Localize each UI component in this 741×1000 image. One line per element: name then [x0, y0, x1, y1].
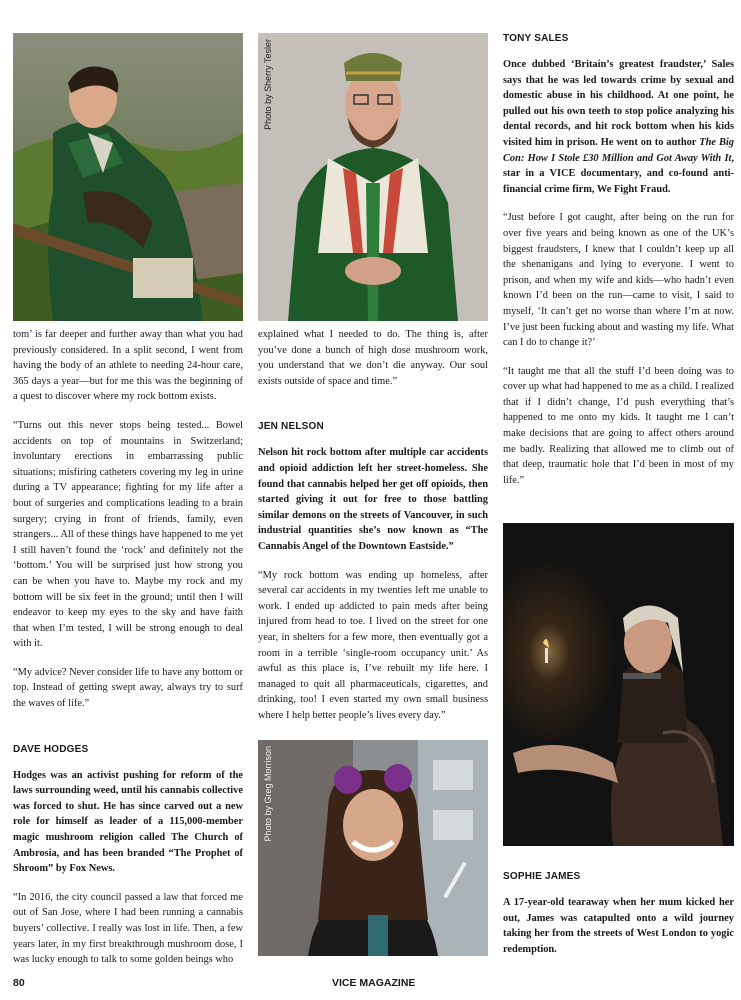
paragraph: “Just before I got caught, after being on the run for over five years and being known as one of the UK’s biggest fraudsters, I knew that I couldn’t keep up all the shenanigans and lying to everyone. I went to prison, and when my wife and kids—who hadn’t even known I’d been on the run—came to visit, I said to myself, ‘It can’t get no worse than where I’m at now. I’ve just been fucking about and wasting my life. What can I do to change it?’ — [503, 212, 734, 349]
paragraph: “My rock bottom was ending up homeless, after several car accidents in my twenties left me unable to work. I ended up addicted to pain meds after being injured from head to toe. I lived on the street for one year, in shelters for a few more, then eventually got a room in a terrible ‘single-room occupancy unit.’ As awful as this place is, I’ve rebuilt my life here. I managed to quit all pharmaceuticals, cigarettes, and drinking, too! I even started my own small business where I help better people’s lives every day.” — [258, 569, 488, 721]
photo-quidditch-player — [13, 33, 243, 321]
photo-credit-greg: Photo by Greg Morrison — [263, 746, 273, 842]
section-intro: Hodges was an activist pushing for reform of the laws surrounding weed, until his cannabis collective was forced to shut. He has since carved out a new role for himself as leader of a 115,000-member magic mushroom religion called The Church of Ambrosia, and has been branded “The Prophet of Shroom” by Fox News. — [13, 769, 243, 875]
section-heading-sophie-james: SOPHIE JAMES — [503, 871, 581, 882]
photo-jen-nelson — [258, 740, 488, 956]
section-heading-tony-sales: TONY SALES — [503, 33, 569, 44]
section-intro: Once dubbed ‘Britain’s greatest fraudster,’ Sales says that he was led towards crime by sexual and domestic abuse in his childhood. At one point, he pulled out his own teeth to stop police analyzing his dental records, and hit rock bottom when his kids visited him in prison. He went on to author The Big Con: How I Stole £30 Million and Got Away With It, star in a VICE documentary, and co-found anti-financial crime firm, We Fight Fraud. — [503, 59, 734, 195]
paragraph: “Turns out this never stops being tested... Bowel accidents on top of mountains in Switzerland; involuntary erections in embarrassing public situations; misfiring catheters covering my leg in urine during a TV appearance; fighting for my life after a bout of surgeries and complications leading to a brain surgery; crying in front of friends, family, even strangers... All of these things have happened to me yet I still haven’t found the ‘rock’ and definitely not the ‘bottom.’ You will be surprised just how strong you can be when you have to. Maybe my rock and my bottom will be six feet in the ground; until then I will endeavor to keep my eyes to the sky and have faith that when I’m tested, I will be strong enough to deal with it. — [13, 419, 243, 650]
column-3 — [503, 33, 734, 501]
section-heading-jen-nelson: JEN NELSON — [258, 421, 324, 433]
section-heading-dave-hodges: DAVE HODGES — [13, 743, 89, 755]
photo-sophie-james — [503, 523, 734, 846]
paragraph: “It taught me that all the stuff I’d been doing was to cover up what had happened to me as a child. I realized that if I didn’t change, I’d push everything that’s happened to me onto my kids. It taught me I can’t make decisions that are going to affect others around me badly. Realizing that allowed me to climb out of that deep, traumatic hole that I’d been in most of my life.” — [503, 365, 734, 486]
section-intro: A 17-year-old tearaway when her mum kicked her out, James was catapulted onto a wild journey taking her from the streets of West London to yogic redemption. — [503, 897, 734, 955]
paragraph: “In 2016, the city council passed a law that forced me out of San Jose, where I had been running a cannabis buyers’ collective. I really was lost in life. Then, a few years later, in my first breakthrough mushroom dose, I was lucky enough to talk to some golden beings who — [13, 891, 243, 966]
column-2 — [258, 327, 488, 736]
paragraph: “My advice? Never consider life to have any bottom or top. Instead of getting swept away, always try to surf the waves of life.” — [13, 666, 243, 710]
page-number: 80 — [13, 977, 25, 989]
paragraph: tom’ is far deeper and further away than what you had previously considered. In a split second, I went from having the body of an athlete to needing 24-hour care, 365 days a year—but for me this was the beginning of a quest to discover where my rock bottom exists. — [13, 329, 243, 403]
section-intro: Nelson hit rock bottom after multiple car accidents and opioid addiction left her street-homeless. She found that cannabis helped her get off opioids, then started giving it out for free to those battling similar demons on the streets of Vancouver, in such industrial quantities she’s now known as “The Cannabis Angel of the Downtown Eastside.” — [258, 447, 488, 552]
book-title: The Big Con: How I Stole £30 Million and Got Away With It — [503, 136, 734, 164]
column-3-lower — [503, 871, 734, 970]
column-1 — [13, 327, 243, 981]
photo-credit-sherry: Photo by Sherry Tesler — [263, 39, 273, 130]
photo-dave-hodges — [258, 33, 488, 321]
paragraph: explained what I needed to do. The thing is, after you’ve done a bunch of high dose mushroom work, you understand that we don’t die anyway. Our soul exists outside of space and time.” — [258, 329, 488, 387]
magazine-name: VICE MAGAZINE — [332, 977, 416, 989]
